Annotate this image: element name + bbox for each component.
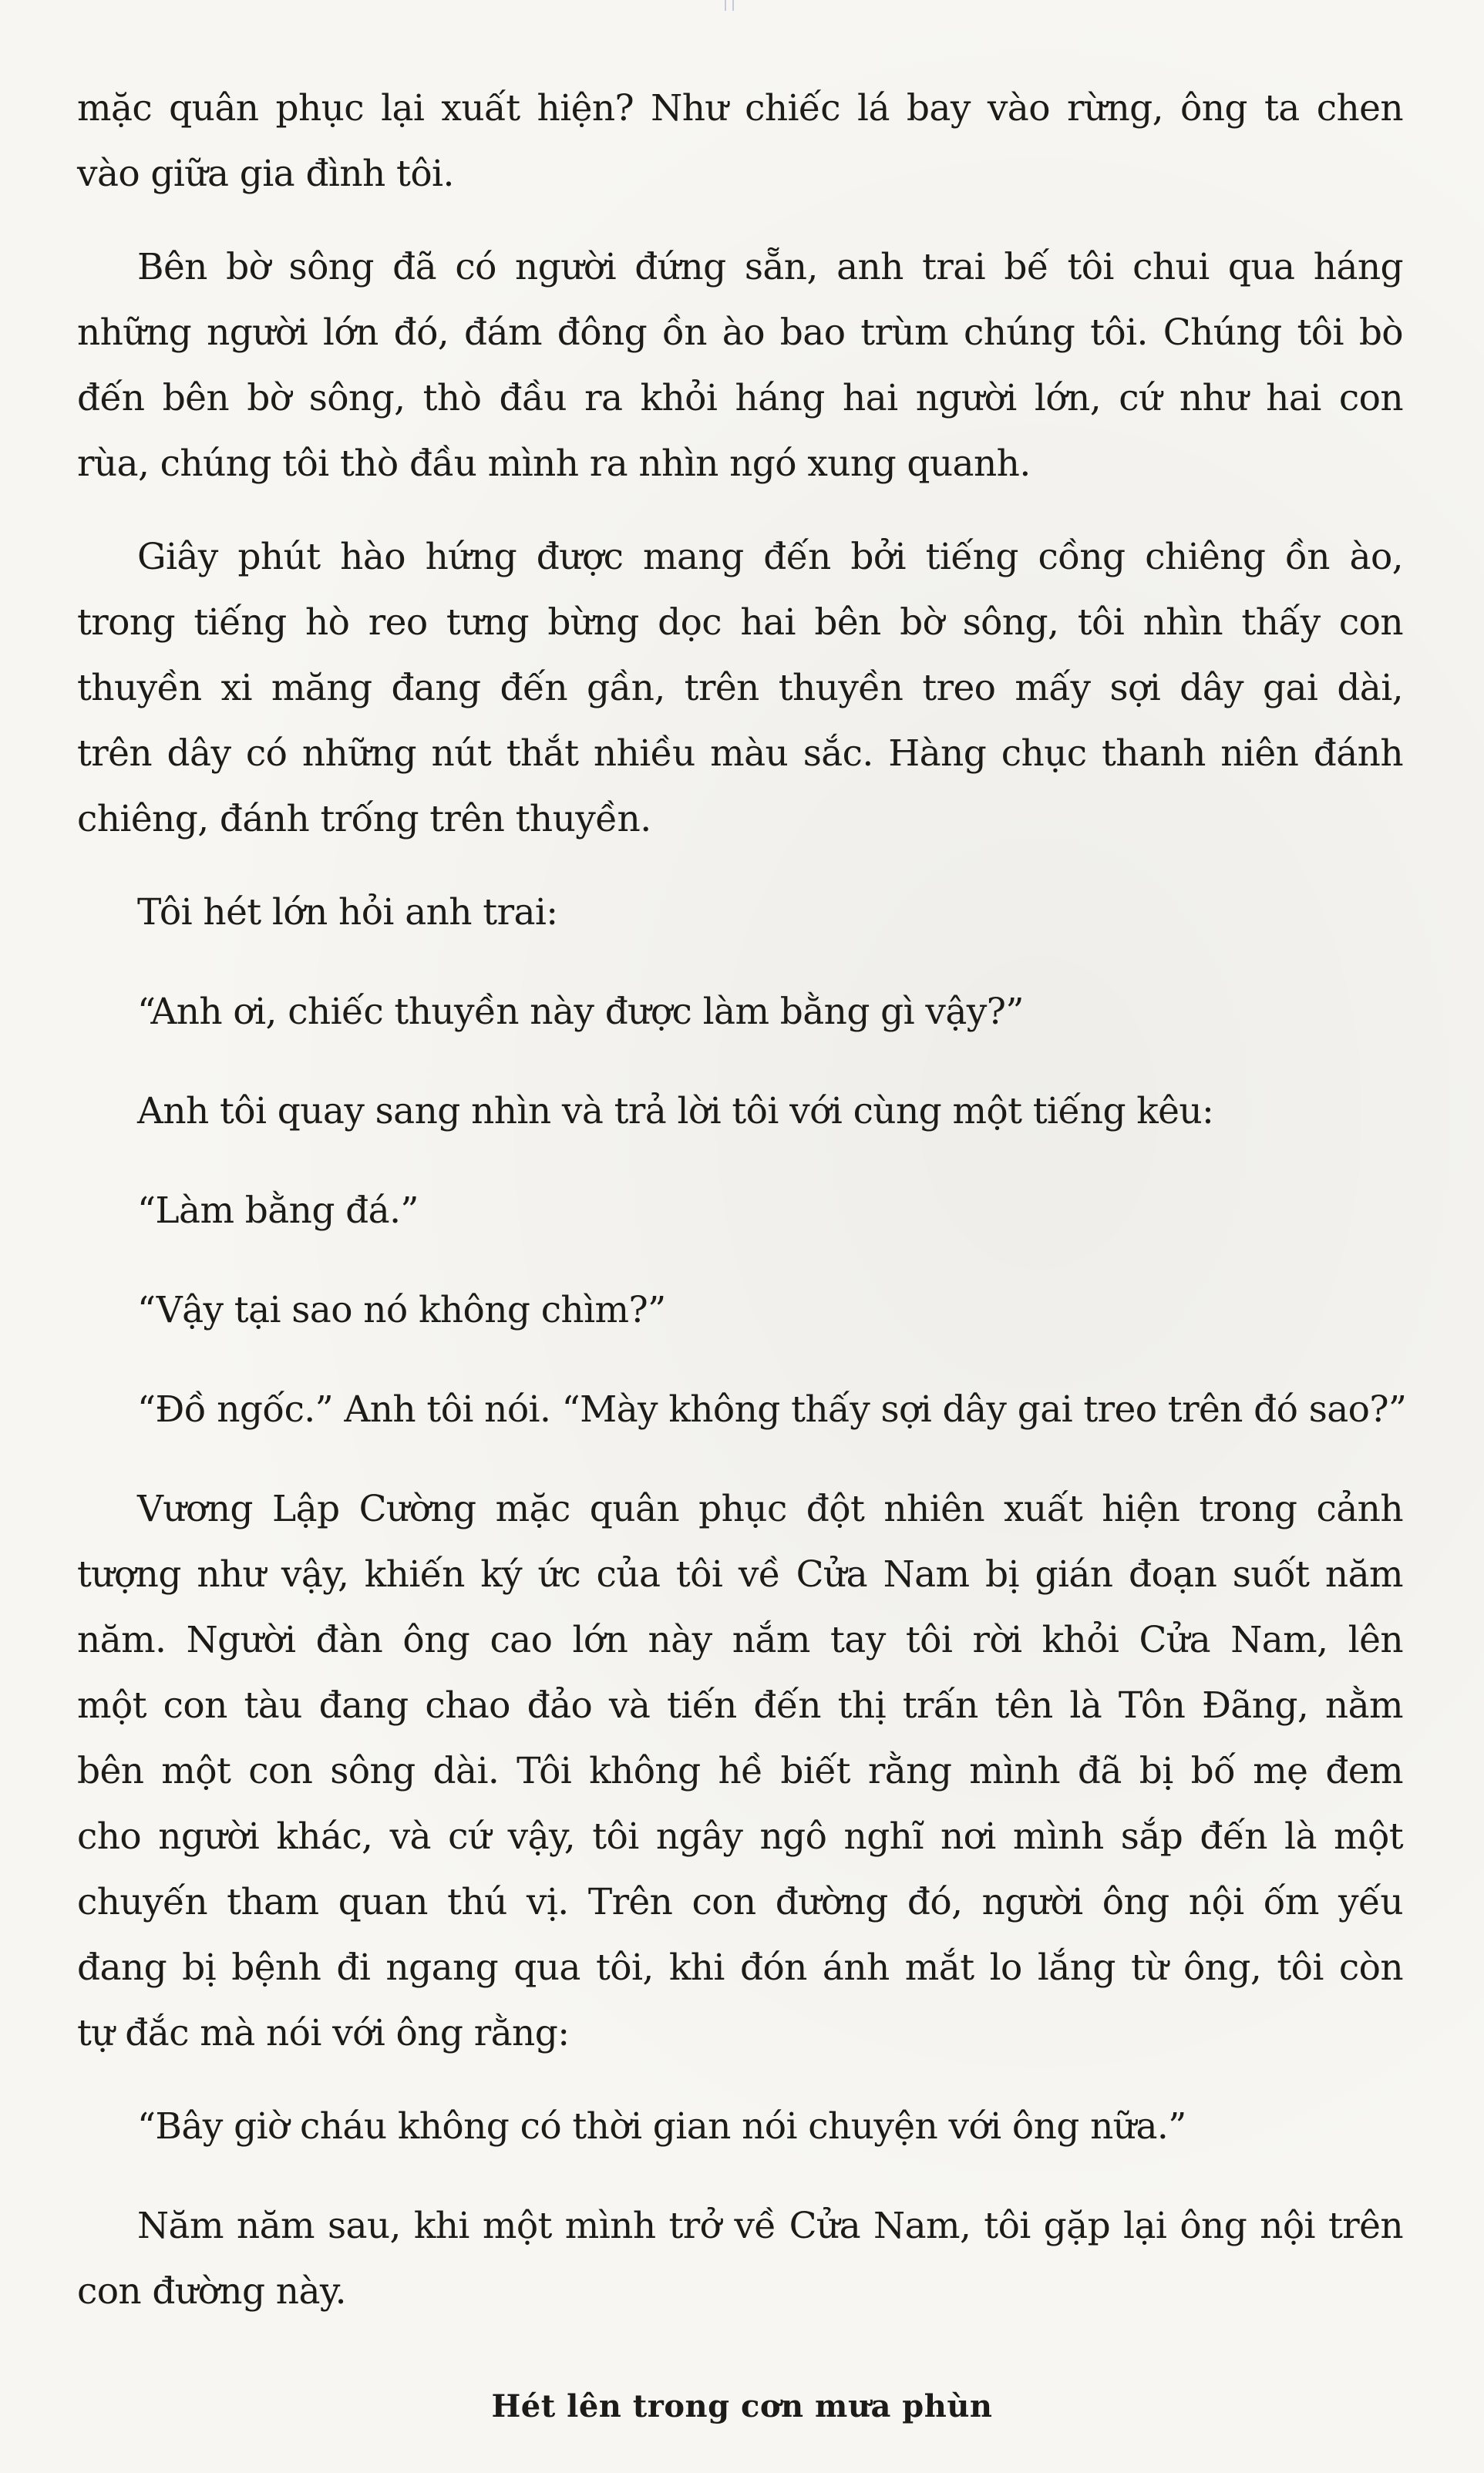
paragraph-1	[77, 76, 1403, 207]
text-line: bên một con sông dài. Tôi không hề biết rằng mình đã bị bố mẹ đem	[77, 1750, 1403, 1792]
paragraph-5	[77, 2193, 1403, 2324]
text-line: mặc quân phục lại xuất hiện? Như chiếc lá bay vào rừng, ông ta chen	[77, 87, 1403, 130]
text-line: Năm năm sau, khi một mình trở về Cửa Nam, tôi gặp lại ông nội trên	[137, 2205, 1403, 2247]
text-line: những người lớn đó, đám đông ồn ào bao trùm chúng tôi. Chúng tôi bò	[77, 311, 1403, 354]
text-line: chiêng, đánh trống trên thuyền.	[77, 798, 651, 840]
text-line: rùa, chúng tôi thò đầu mình ra nhìn ngó xung quanh.	[77, 442, 1031, 485]
dialogue-line: Tôi hét lớn hỏi anh trai:	[137, 891, 558, 934]
text-line: Bên bờ sông đã có người đứng sẵn, anh trai bế tôi chui qua háng	[137, 246, 1403, 288]
paragraph-4	[77, 1476, 1403, 2066]
text-line: cho người khác, và cứ vậy, tôi ngây ngô nghĩ nơi mình sắp đến là một	[77, 1815, 1403, 1858]
dialogue-line: “Bây giờ cháu không có thời gian nói chuyện với ông nữa.”	[137, 2105, 1186, 2148]
text-line: vào giữa gia đình tôi.	[77, 153, 454, 195]
dialogue-line: “Đồ ngốc.” Anh tôi nói. “Mày không thấy sợi dây gai treo trên đó sao?”	[137, 1388, 1407, 1431]
text-line: Giây phút hào hứng được mang đến bởi tiếng cồng chiêng ồn ào,	[137, 536, 1403, 578]
dialogue-line: “Làm bằng đá.”	[137, 1189, 419, 1232]
text-line: tự đắc mà nói với ông rằng:	[77, 2012, 570, 2054]
text-line: trong tiếng hò reo tưng bừng dọc hai bên bờ sông, tôi nhìn thấy con	[77, 601, 1403, 644]
dialogue-line: Anh tôi quay sang nhìn và trả lời tôi với cùng một tiếng kêu:	[137, 1090, 1214, 1132]
text-line: tượng như vậy, khiến ký ức của tôi về Cửa Nam bị gián đoạn suốt năm	[77, 1553, 1403, 1596]
text-line: chuyến tham quan thú vị. Trên con đường đó, người ông nội ốm yếu	[77, 1881, 1403, 1923]
text-line: đến bên bờ sông, thò đầu ra khỏi háng hai người lớn, cứ như hai con	[77, 377, 1403, 419]
text-line: năm. Người đàn ông cao lớn này nắm tay tôi rời khỏi Cửa Nam, lên	[77, 1619, 1403, 1661]
text-line: con đường này.	[77, 2270, 346, 2313]
page-top-mark	[725, 0, 734, 11]
dialogue-line: “Vậy tại sao nó không chìm?”	[137, 1289, 666, 1331]
book-page-body	[77, 76, 1407, 2352]
paragraph-3	[77, 524, 1403, 852]
text-line: Vương Lập Cường mặc quân phục đột nhiên xuất hiện trong cảnh	[137, 1488, 1403, 1530]
text-line: đang bị bệnh đi ngang qua tôi, khi đón ánh mắt lo lắng từ ông, tôi còn	[77, 1946, 1403, 1989]
paragraph-2	[77, 234, 1403, 496]
text-line: một con tàu đang chao đảo và tiến đến thị trấn tên là Tôn Đãng, nằm	[77, 1684, 1403, 1727]
dialogue-line: “Anh ơi, chiếc thuyền này được làm bằng gì vậy?”	[137, 991, 1024, 1033]
text-line: trên dây có những nút thắt nhiều màu sắc. Hàng chục thanh niên đánh	[77, 732, 1403, 775]
text-line: thuyền xi măng đang đến gần, trên thuyền treo mấy sợi dây gai dài,	[77, 667, 1403, 709]
running-footer-title: Hét lên trong cơn mưa phùn	[491, 2388, 993, 2424]
